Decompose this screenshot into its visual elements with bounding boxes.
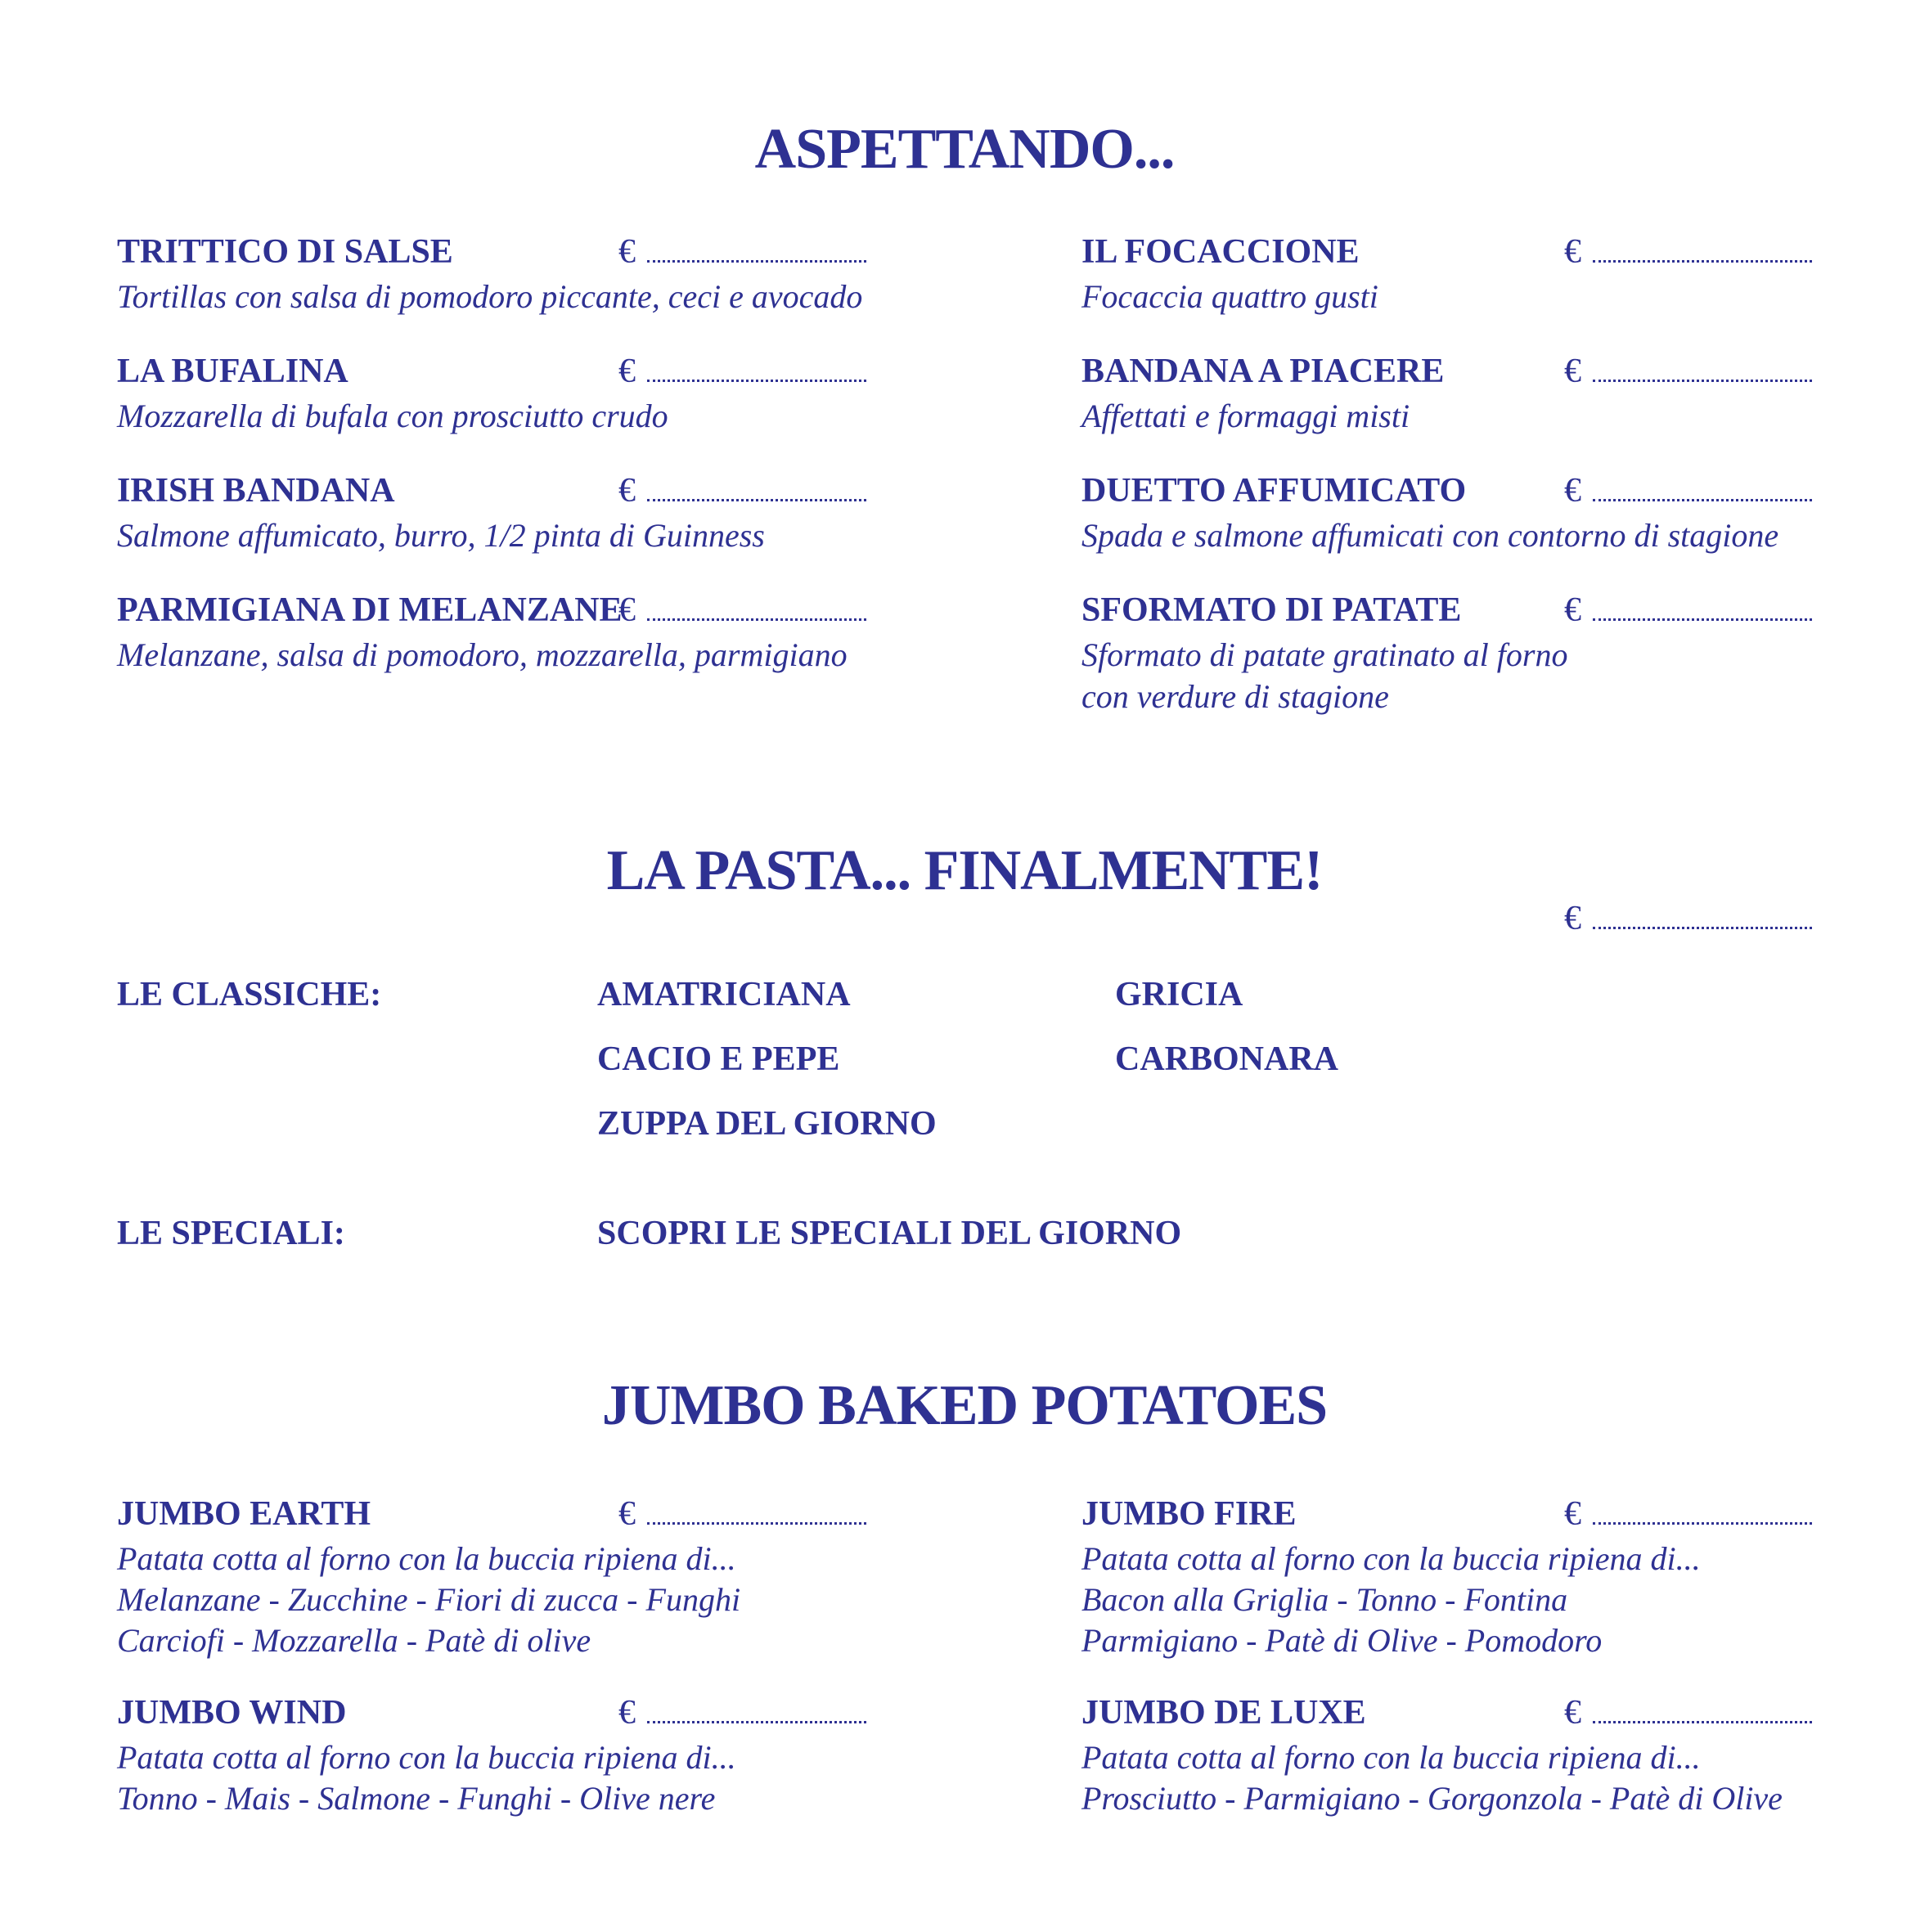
pasta-item: CARBONARA xyxy=(1115,1040,1338,1078)
section-title-jumbo: JUMBO BAKED POTATOES xyxy=(601,1374,1328,1437)
pasta-item: CACIO E PEPE xyxy=(597,1040,840,1078)
pasta-item: AMATRICIANA xyxy=(597,976,851,1013)
item-name: PARMIGIANA DI MELANZANE xyxy=(117,591,623,629)
item-desc: Prosciutto - Parmigiano - Gorgonzola - Patè di Olive xyxy=(1081,1780,1783,1817)
price-field: € xyxy=(618,354,866,389)
item-desc: Melanzane, salsa di pomodoro, mozzarella, parmigiano xyxy=(117,636,848,673)
speciali-text: SCOPRI LE SPECIALI DEL GIORNO xyxy=(597,1215,1182,1252)
item-desc: Bacon alla Griglia - Tonno - Fontina xyxy=(1081,1581,1568,1618)
item-name: DUETTO AFFUMICATO xyxy=(1081,472,1467,510)
item-name: JUMBO FIRE xyxy=(1081,1495,1297,1533)
item-name: JUMBO DE LUXE xyxy=(1081,1694,1366,1732)
item-desc: Patata cotta al forno con la buccia ripiena di... xyxy=(117,1739,736,1776)
item-desc: Patata cotta al forno con la buccia ripiena di... xyxy=(1081,1540,1701,1577)
pasta-item: ZUPPA DEL GIORNO xyxy=(597,1105,937,1143)
item-name: JUMBO WIND xyxy=(117,1694,347,1732)
item-name: JUMBO EARTH xyxy=(117,1495,371,1533)
section-title-pasta: LA PASTA... FINALMENTE! xyxy=(606,839,1323,902)
item-name: IRISH BANDANA xyxy=(117,472,395,510)
price-field: € xyxy=(1564,593,1812,627)
pasta-item: GRICIA xyxy=(1115,976,1243,1013)
item-desc: Affettati e formaggi misti xyxy=(1081,398,1410,434)
price-field: € xyxy=(1564,235,1812,269)
price-field: € xyxy=(618,593,866,627)
price-field: € xyxy=(618,235,866,269)
price-field: € xyxy=(618,474,866,508)
item-desc: Carciofi - Mozzarella - Patè di olive xyxy=(117,1622,591,1659)
item-desc: Tonno - Mais - Salmone - Funghi - Olive nere xyxy=(117,1780,716,1817)
item-desc: Mozzarella di bufala con prosciutto crudo xyxy=(117,398,668,434)
section-title-aspettando: ASPETTANDO... xyxy=(754,118,1175,181)
price-field: € xyxy=(1564,354,1812,389)
price-field: € xyxy=(1564,1497,1812,1531)
item-name: IL FOCACCIONE xyxy=(1081,233,1360,271)
item-desc: Tortillas con salsa di pomodoro piccante, ceci e avocado xyxy=(117,278,863,315)
price-field: € xyxy=(618,1497,866,1531)
item-desc: Patata cotta al forno con la buccia ripiena di... xyxy=(117,1540,736,1577)
item-desc: Parmigiano - Patè di Olive - Pomodoro xyxy=(1081,1622,1603,1659)
price-field: € xyxy=(1564,1696,1812,1730)
price-field: € xyxy=(1564,901,1812,936)
item-desc: Spada e salmone affumicati con contorno di stagione xyxy=(1081,517,1779,554)
item-name: LA BUFALINA xyxy=(117,353,348,390)
item-desc: Salmone affumicato, burro, 1/2 pinta di Guinness xyxy=(117,517,765,554)
item-name: TRITTICO DI SALSE xyxy=(117,233,453,271)
item-desc: Patata cotta al forno con la buccia ripiena di... xyxy=(1081,1739,1701,1776)
item-desc: Focaccia quattro gusti xyxy=(1081,278,1378,315)
item-name: SFORMATO DI PATATE xyxy=(1081,591,1462,629)
item-desc: Sformato di patate gratinato al forno xyxy=(1081,636,1568,673)
price-field: € xyxy=(618,1696,866,1730)
item-desc: con verdure di stagione xyxy=(1081,678,1389,715)
item-desc: Melanzane - Zucchine - Fiori di zucca - Funghi xyxy=(117,1581,741,1618)
speciali-label: LE SPECIALI: xyxy=(117,1215,345,1252)
item-name: BANDANA A PIACERE xyxy=(1081,353,1445,390)
price-field: € xyxy=(1564,474,1812,508)
classiche-label: LE CLASSICHE: xyxy=(117,976,382,1013)
